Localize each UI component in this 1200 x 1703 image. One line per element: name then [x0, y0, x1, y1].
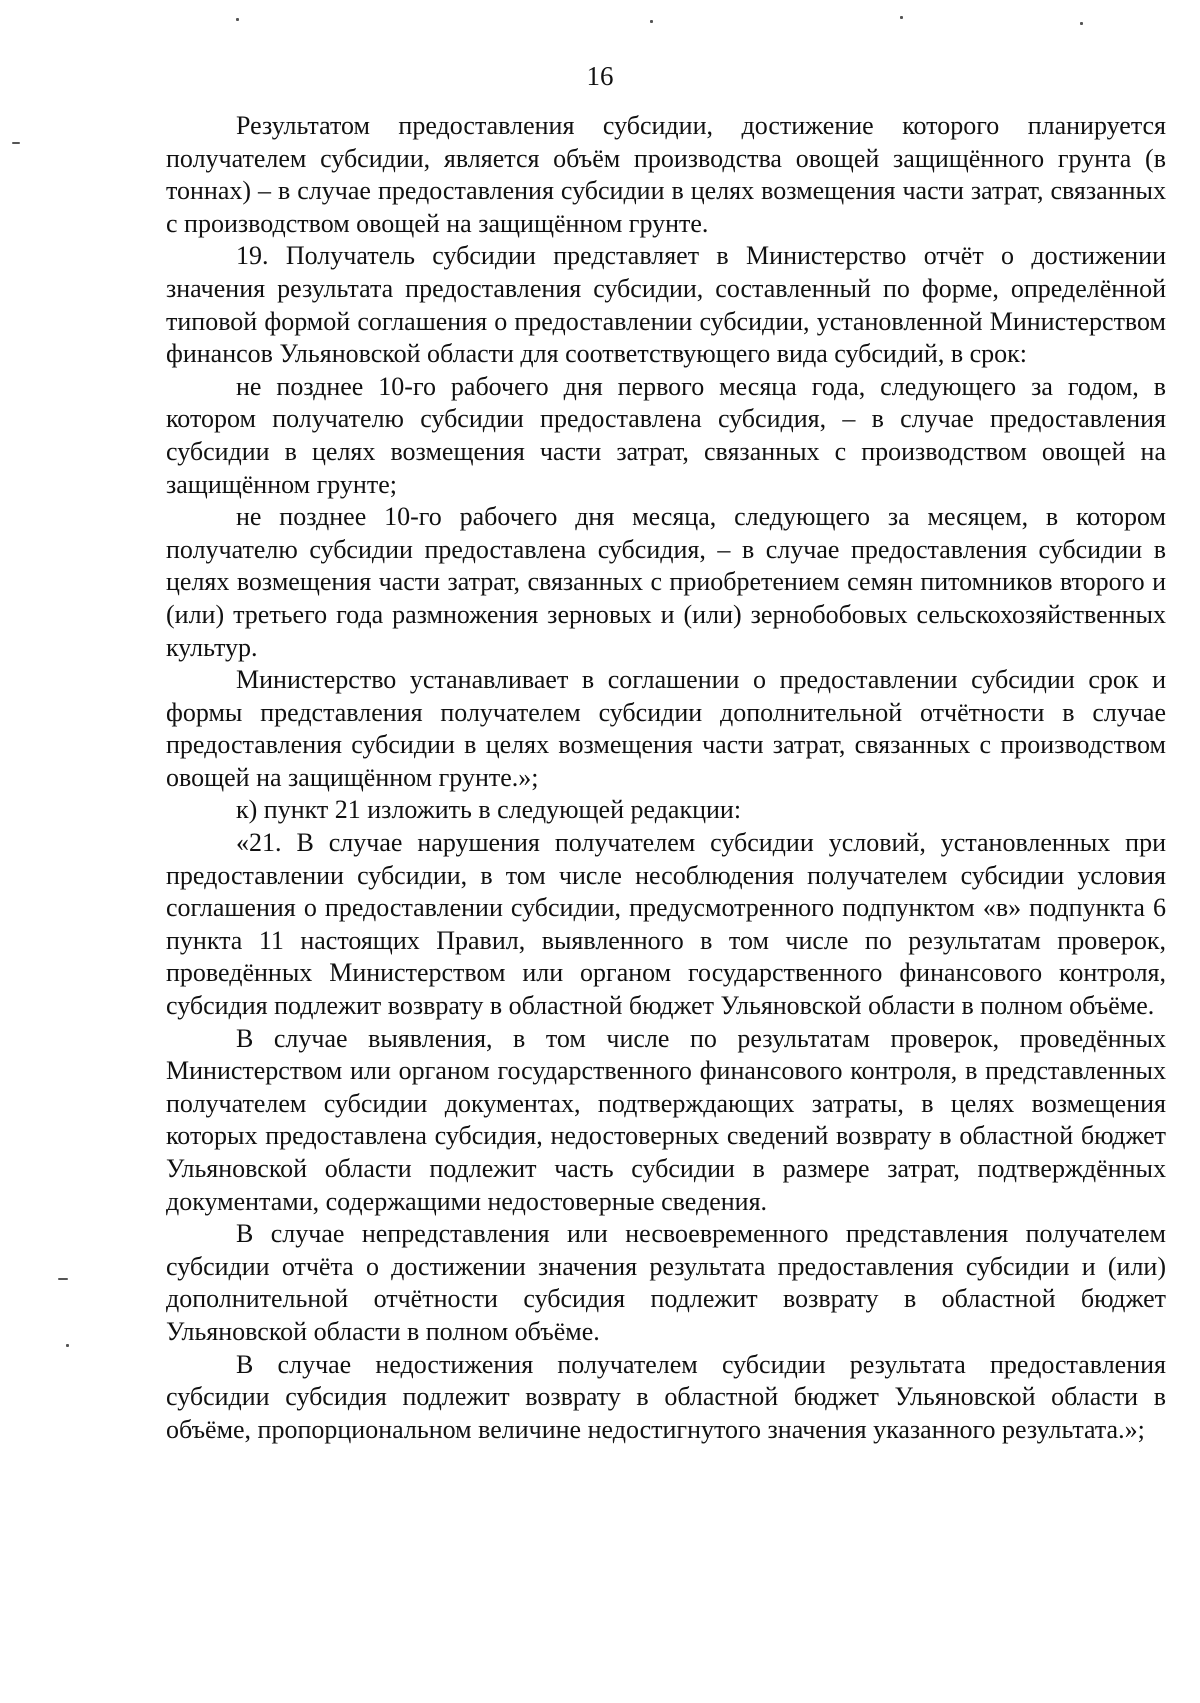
scan-speck — [12, 142, 20, 144]
paragraph-false-information: В случае выявления, в том числе по результатам проверок, проведённых Министерством или органом государственного финансового контроля, в представленных получателем субсидии документах, подтверждающих затраты, в целях возмещения которых предоставлена субсидия, недостоверных сведений возврату в областной бюджет Ульяновской области подлежит часть субсидии в размере затрат, подтверждённых документами, содержащими недостоверные сведения. — [166, 1023, 1166, 1216]
scan-speck — [1080, 22, 1083, 25]
scan-speck — [650, 20, 653, 23]
paragraph-report-not-submitted: В случае непредставления или несвоевременного представления получателем субсидии отчёта о достижении значения результата предоставления субсидии и (или) дополнительной отчётности субсидия подлежит возврату в областной бюджет Ульяновской области в полном объёме. — [166, 1219, 1166, 1346]
paragraph-19-report: 19. Получатель субсидии представляет в Министерство отчёт о достижении значения результата предоставления субсидии, составленный по форме, определённой типовой формой соглашения о предоставлении субсидии, установленной Министерством финансов Ульяновской области для соответствующего вида субсидий, в срок: — [166, 241, 1166, 369]
paragraph-result-not-achieved: В случае недостижения получателем субсидии результата предоставления субсидии субсидия подлежит возврату в областной бюджет Ульяновской области в объёме, пропорциональном величине недостигнутого значения указанного результата.»; — [166, 1349, 1166, 1444]
page-number: 16 — [586, 61, 614, 91]
scan-speck — [236, 18, 239, 21]
paragraph-amendment-k: к) пункт 21 изложить в следующей редакции: — [236, 795, 742, 825]
scan-speck — [900, 16, 903, 19]
paragraph-ministry-additional-reporting: Министерство устанавливает в соглашении о предоставлении субсидии срок и формы представления получателем субсидии дополнительной отчётности в случае предоставления субсидии в целях возмещения части затрат, связанных с производством овощей на защищённом грунте.»; — [166, 665, 1166, 792]
paragraph-deadline-seeds: не позднее 10-го рабочего дня месяца, следующего за месяцем, в котором получателю субсидии предоставлена субсидия, – в случае предоставления субсидии в целях возмещения части затрат, связанных с приобретением семян питомников второго и (или) третьего года размножения зерновых и (или) зернобобовых сельскохозяйственных культур. — [166, 502, 1166, 662]
paragraph-result-definition: Результатом предоставления субсидии, достижение которого планируется получателем субсидии, является объём производства овощей защищённого грунта (в тоннах) – в случае предоставления субсидии в целях возмещения части затрат, связанных с производством овощей на защищённом грунте. — [166, 111, 1166, 238]
scan-speck — [66, 1344, 69, 1347]
document-body — [166, 110, 1166, 1446]
paragraph-deadline-vegetables: не позднее 10-го рабочего дня первого месяца года, следующего за годом, в котором получателю субсидии предоставлена субсидия, – в случае предоставления субсидии в целях возмещения части затрат, связанных с производством овощей на защищённом грунте; — [166, 371, 1166, 499]
scan-speck — [58, 1278, 68, 1280]
paragraph-21-violation: «21. В случае нарушения получателем субсидии условий, установленных при предоставлении субсидии, в том числе несоблюдения получателем субсидии условия соглашения о предоставлении субсидии, предусмотренного подпунктом «в» подпункта 6 пункта 11 настоящих Правил, выявленного в том числе по результатам проверок, проведённых Министерством или органом государственного финансового контроля, субсидия подлежит возврату в областной бюджет Ульяновской области в полном объёме. — [166, 828, 1166, 1021]
